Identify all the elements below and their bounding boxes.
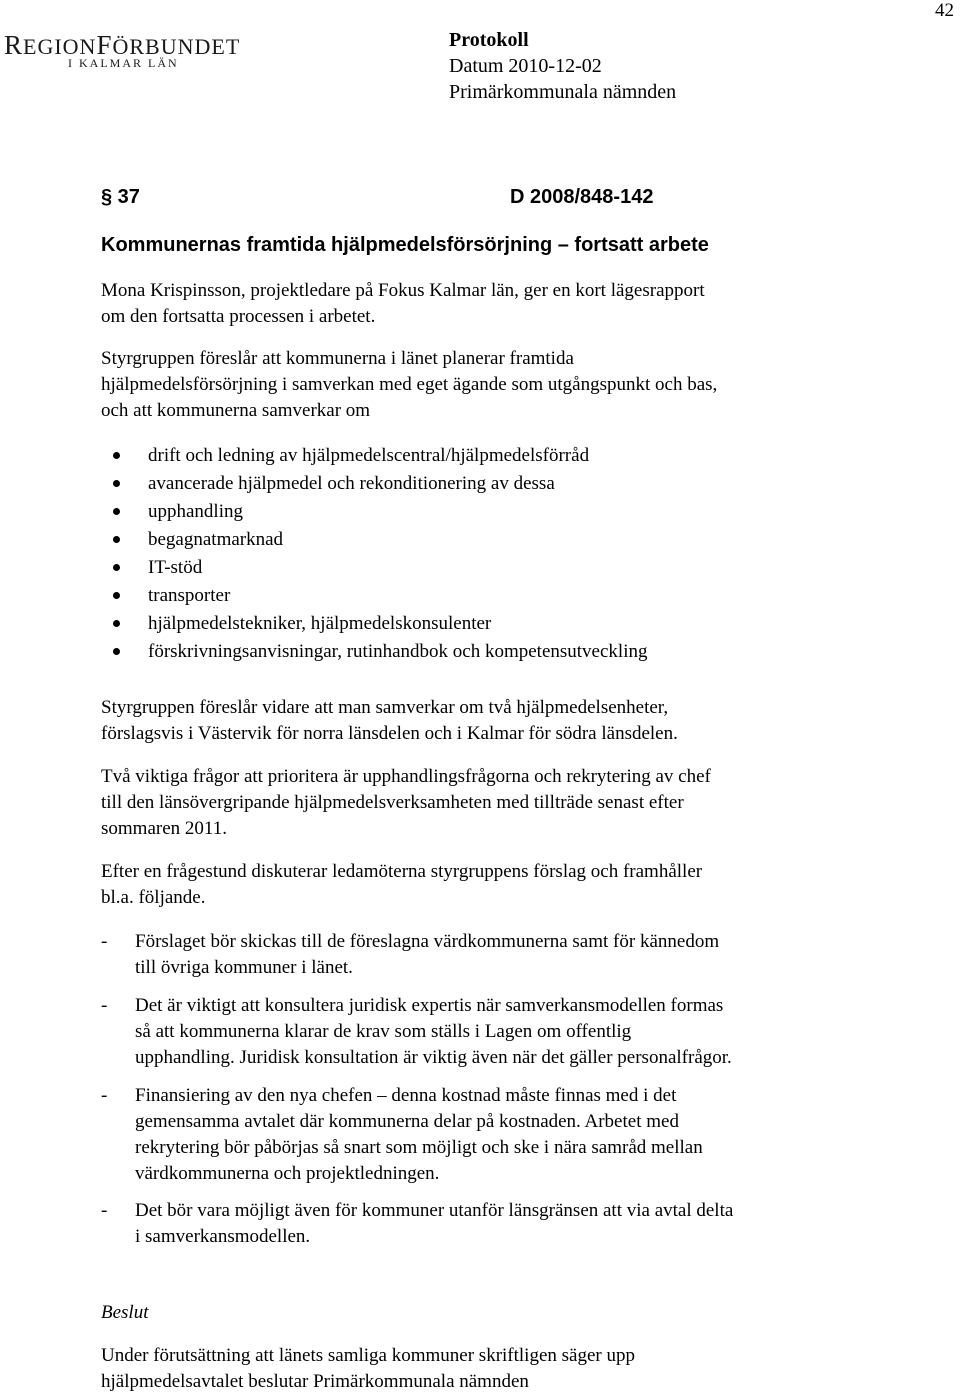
protocol-body: Primärkommunala nämnden <box>449 81 677 103</box>
bullet-dot <box>113 648 120 655</box>
logo-text-orbundet: ÖRBUNDET <box>112 34 241 59</box>
logo-text-egion: EGION <box>23 34 97 59</box>
bullet-dot <box>113 508 120 515</box>
intro-line-1: Mona Krispinsson, projektledare på Fokus Kalmar län, ger en kort lägesrapport <box>101 280 705 301</box>
list-item: drift och ledning av hjälpmedelscentral/hjälpmedelsförråd <box>148 445 590 466</box>
logo-cap-f: F <box>96 30 113 60</box>
diarienummer: D 2008/848-142 <box>510 186 654 208</box>
section-heading: Kommunernas framtida hjälpmedelsförsörjning – fortsatt arbete <box>101 234 709 256</box>
list-item: förskrivningsanvisningar, rutinhandbok och kompetensutveckling <box>148 641 648 662</box>
dash-item-line: upphandling. Juridisk konsultation är viktig även när det gäller personalfrågor. <box>135 1047 732 1068</box>
dash-item-line: Det är viktigt att konsultera juridisk expertis när samverkansmodellen formas <box>135 995 724 1016</box>
dash-item-line: Förslaget bör skickas till de föreslagna värdkommunerna samt för kännedom <box>135 931 720 952</box>
para3-line-1: Två viktiga frågor att prioritera är upphandlingsfrågorna och rekrytering av chef <box>101 766 711 787</box>
bullet-dot <box>113 536 120 543</box>
para3-line-2: till den länsövergripande hjälpmedelsverksamheten med tillträde senast efter <box>101 792 684 813</box>
list-item: IT-stöd <box>148 557 203 578</box>
list-item: transporter <box>148 585 231 606</box>
proposal-line-1: Styrgruppen föreslår att kommunerna i länet planerar framtida <box>101 348 574 369</box>
bullet-dot <box>113 564 120 571</box>
dash-marker: - <box>101 1200 108 1221</box>
decision-line-1: Under förutsättning att länets samliga kommuner skriftligen säger upp <box>101 1345 635 1366</box>
bullet-dot <box>113 620 120 627</box>
para4-line-2: bl.a. följande. <box>101 887 206 908</box>
protocol-header <box>449 27 676 105</box>
protocol-date: Datum 2010-12-02 <box>449 55 602 77</box>
list-item: begagnatmarknad <box>148 529 284 550</box>
para2-line-2: förslagsvis i Västervik för norra länsdelen och i Kalmar för södra länsdelen. <box>101 723 678 744</box>
proposal-line-3: och att kommunerna samverkar om <box>101 400 371 421</box>
list-item: hjälpmedelstekniker, hjälpmedelskonsulenter <box>148 613 492 634</box>
region-forbundet-logo <box>4 22 241 72</box>
intro-line-2: om den fortsatta processen i arbetet. <box>101 306 376 327</box>
list-item: upphandling <box>148 501 243 522</box>
logo-cap-r: R <box>4 30 24 60</box>
dash-item-line: så att kommunerna klarar de krav som ställs i Lagen om offentlig <box>135 1021 632 1042</box>
dash-item-line: värdkommunerna och projektledningen. <box>135 1163 440 1184</box>
bullet-dot <box>113 480 120 487</box>
para4-line-1: Efter en frågestund diskuterar ledamöterna styrgruppens förslag och framhåller <box>101 861 703 882</box>
dash-item-line: Det bör vara möjligt även för kommuner utanför länsgränsen att via avtal delta <box>135 1200 734 1221</box>
para2-line-1: Styrgruppen föreslår vidare att man samverkar om två hjälpmedelsenheter, <box>101 697 669 718</box>
dash-item-line: gemensamma avtalet där kommunerna delar på kostnaden. Arbetet med <box>135 1111 679 1132</box>
dash-item-line: till övriga kommuner i länet. <box>135 957 353 978</box>
decision-heading: Beslut <box>101 1302 149 1323</box>
dash-item-line: rekrytering bör påbörjas så snart som möjligt och ske i nära samråd mellan <box>135 1137 703 1158</box>
dash-marker: - <box>101 931 108 952</box>
dash-marker: - <box>101 995 108 1016</box>
dash-item-line: Finansiering av den nya chefen – denna kostnad måste finnas med i det <box>135 1085 677 1106</box>
para3-line-3: sommaren 2011. <box>101 818 227 839</box>
bullet-dot <box>113 592 120 599</box>
paragraph-number: § 37 <box>101 186 140 208</box>
page-number: 42 <box>935 0 954 21</box>
proposal-line-2: hjälpmedelsförsörjning i samverkan med eget ägande som utgångspunkt och bas, <box>101 374 718 395</box>
dash-marker: - <box>101 1085 108 1106</box>
decision-line-2: hjälpmedelsavtalet beslutar Primärkommunala nämnden <box>101 1371 529 1392</box>
logo-subtitle: I KALMAR LÄN <box>68 56 179 70</box>
dash-item-line: i samverkansmodellen. <box>135 1226 311 1247</box>
list-item: avancerade hjälpmedel och rekonditionering av dessa <box>148 473 555 494</box>
bullet-dot <box>113 452 120 459</box>
protocol-title: Protokoll <box>449 29 529 51</box>
